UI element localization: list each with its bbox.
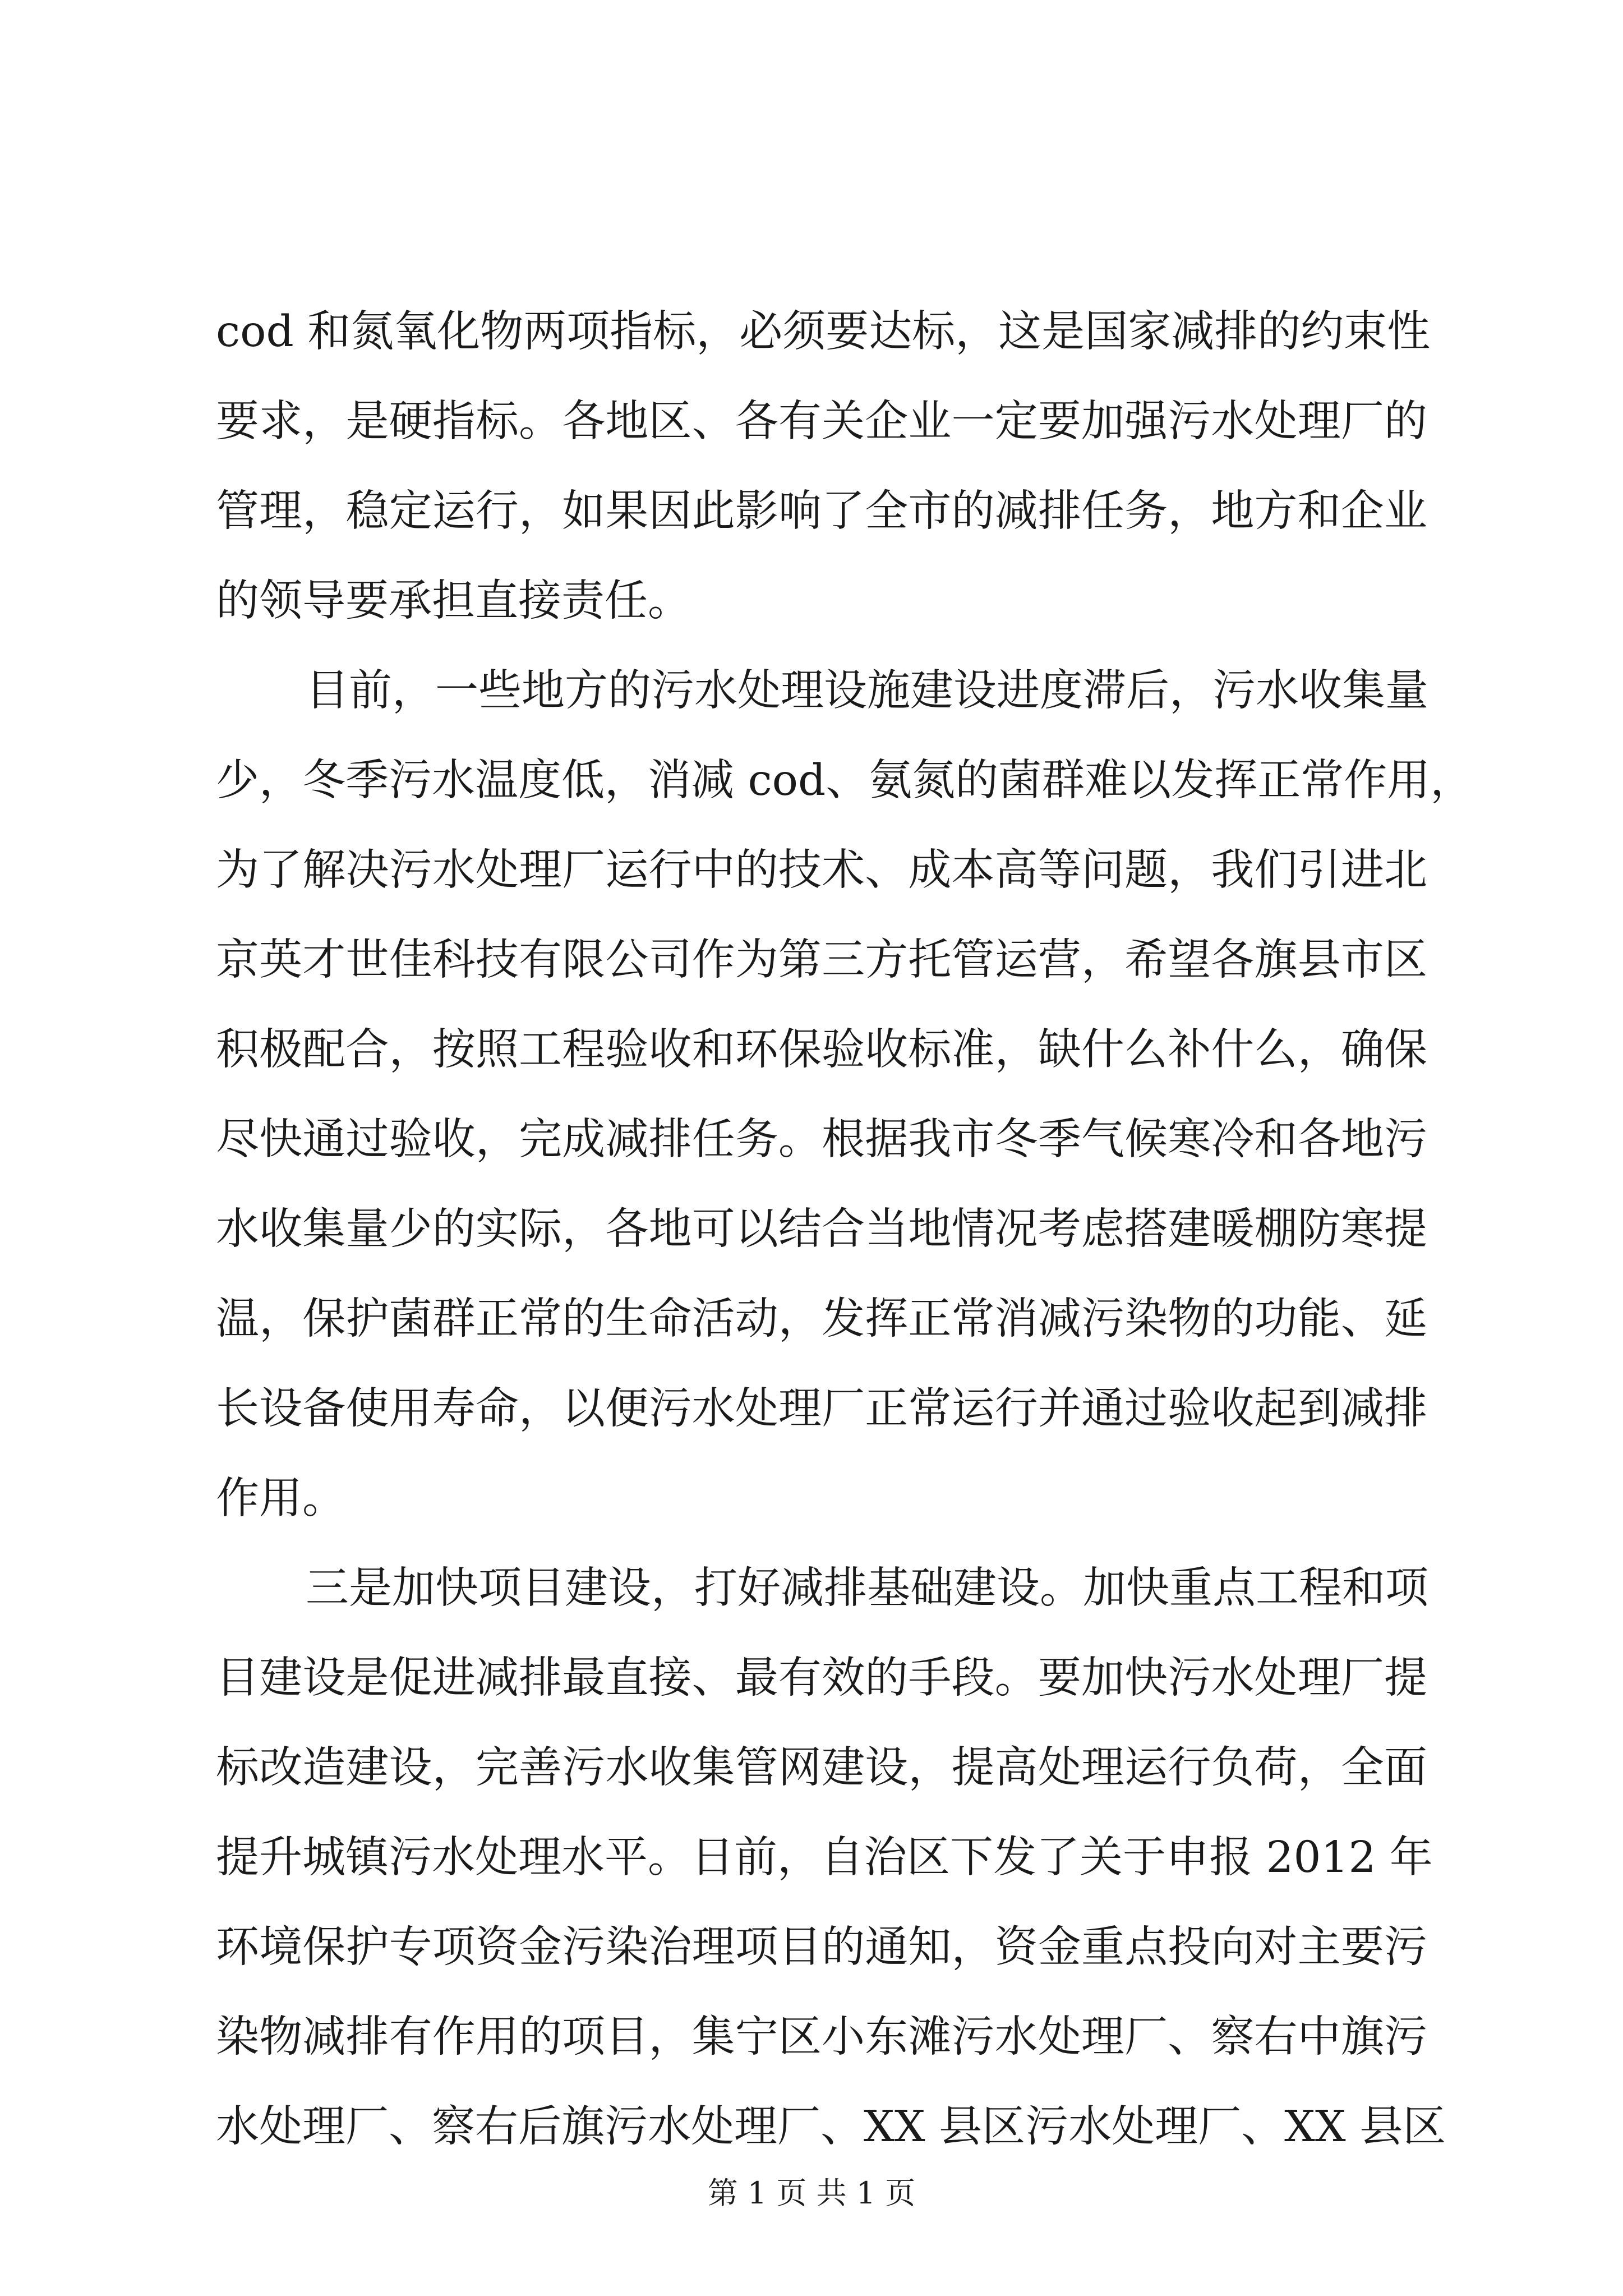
paragraph-1-line-3: 管理，稳定运行，如果因此影响了全市的减排任务，地方和企业: [216, 486, 1427, 536]
paragraph-2-line-3: 为了解决污水处理厂运行中的技术、成本高等问题，我们引进北: [216, 845, 1427, 895]
paragraph-3-line-3: 标改造建设，完善污水收集管网建设，提高处理运行负荷，全面: [216, 1743, 1427, 1793]
paragraph-2-line-8: 温，保护菌群正常的生命活动，发挥正常消减污染物的功能、延: [216, 1294, 1427, 1344]
paragraph-3-line-7: 水处理厂、察右后旗污水处理厂、XX 县区污水处理厂、XX 县区: [216, 2102, 1446, 2152]
paragraph-3-line-2: 目建设是促进减排最直接、最有效的手段。要加快污水处理厂提: [216, 1653, 1427, 1703]
paragraph-1-line-4: 的领导要承担直接责任。: [216, 576, 691, 626]
paragraph-1-line-1: cod 和氮氧化物两项指标，必须要达标，这是国家减排的约束性: [216, 307, 1431, 357]
paragraph-2-line-7: 水收集量少的实际，各地可以结合当地情况考虑搭建暖棚防寒提: [216, 1204, 1427, 1254]
paragraph-2-line-9: 长设备使用寿命，以便污水处理厂正常运行并通过验收起到减排: [216, 1384, 1427, 1434]
paragraph-2-line-1: 目前，一些地方的污水处理设施建设进度滞后，污水收集量: [306, 666, 1428, 716]
paragraph-2-line-2: 少，冬季污水温度低，消减 cod、氨氮的菌群难以发挥正常作用，: [216, 756, 1474, 806]
paragraph-3-line-1: 三是加快项目建设，打好减排基础建设。加快重点工程和项: [306, 1563, 1428, 1613]
paragraph-3-line-4: 提升城镇污水处理水平。日前，自治区下发了关于申报 2012 年: [216, 1833, 1433, 1883]
paragraph-3-line-5: 环境保护专项资金污染治理项目的通知，资金重点投向对主要污: [216, 1922, 1427, 1972]
paragraph-2-line-10: 作用。: [216, 1474, 345, 1524]
paragraph-3-line-6: 染物减排有作用的项目，集宁区小东滩污水处理厂、察右中旗污: [216, 2012, 1427, 2062]
paragraph-2-line-4: 京英才世佳科技有限公司作为第三方托管运营，希望各旗县市区: [216, 935, 1427, 985]
paragraph-2-line-6: 尽快通过验收，完成减排任务。根据我市冬季气候寒冷和各地污: [216, 1115, 1427, 1165]
paragraph-2-line-5: 积极配合，按照工程验收和环保验收标准，缺什么补什么，确保: [216, 1025, 1427, 1075]
paragraph-1-line-2: 要求，是硬指标。各地区、各有关企业一定要加强污水处理厂的: [216, 397, 1427, 447]
page-number-footer: 第 1 页 共 1 页: [707, 2175, 916, 2211]
